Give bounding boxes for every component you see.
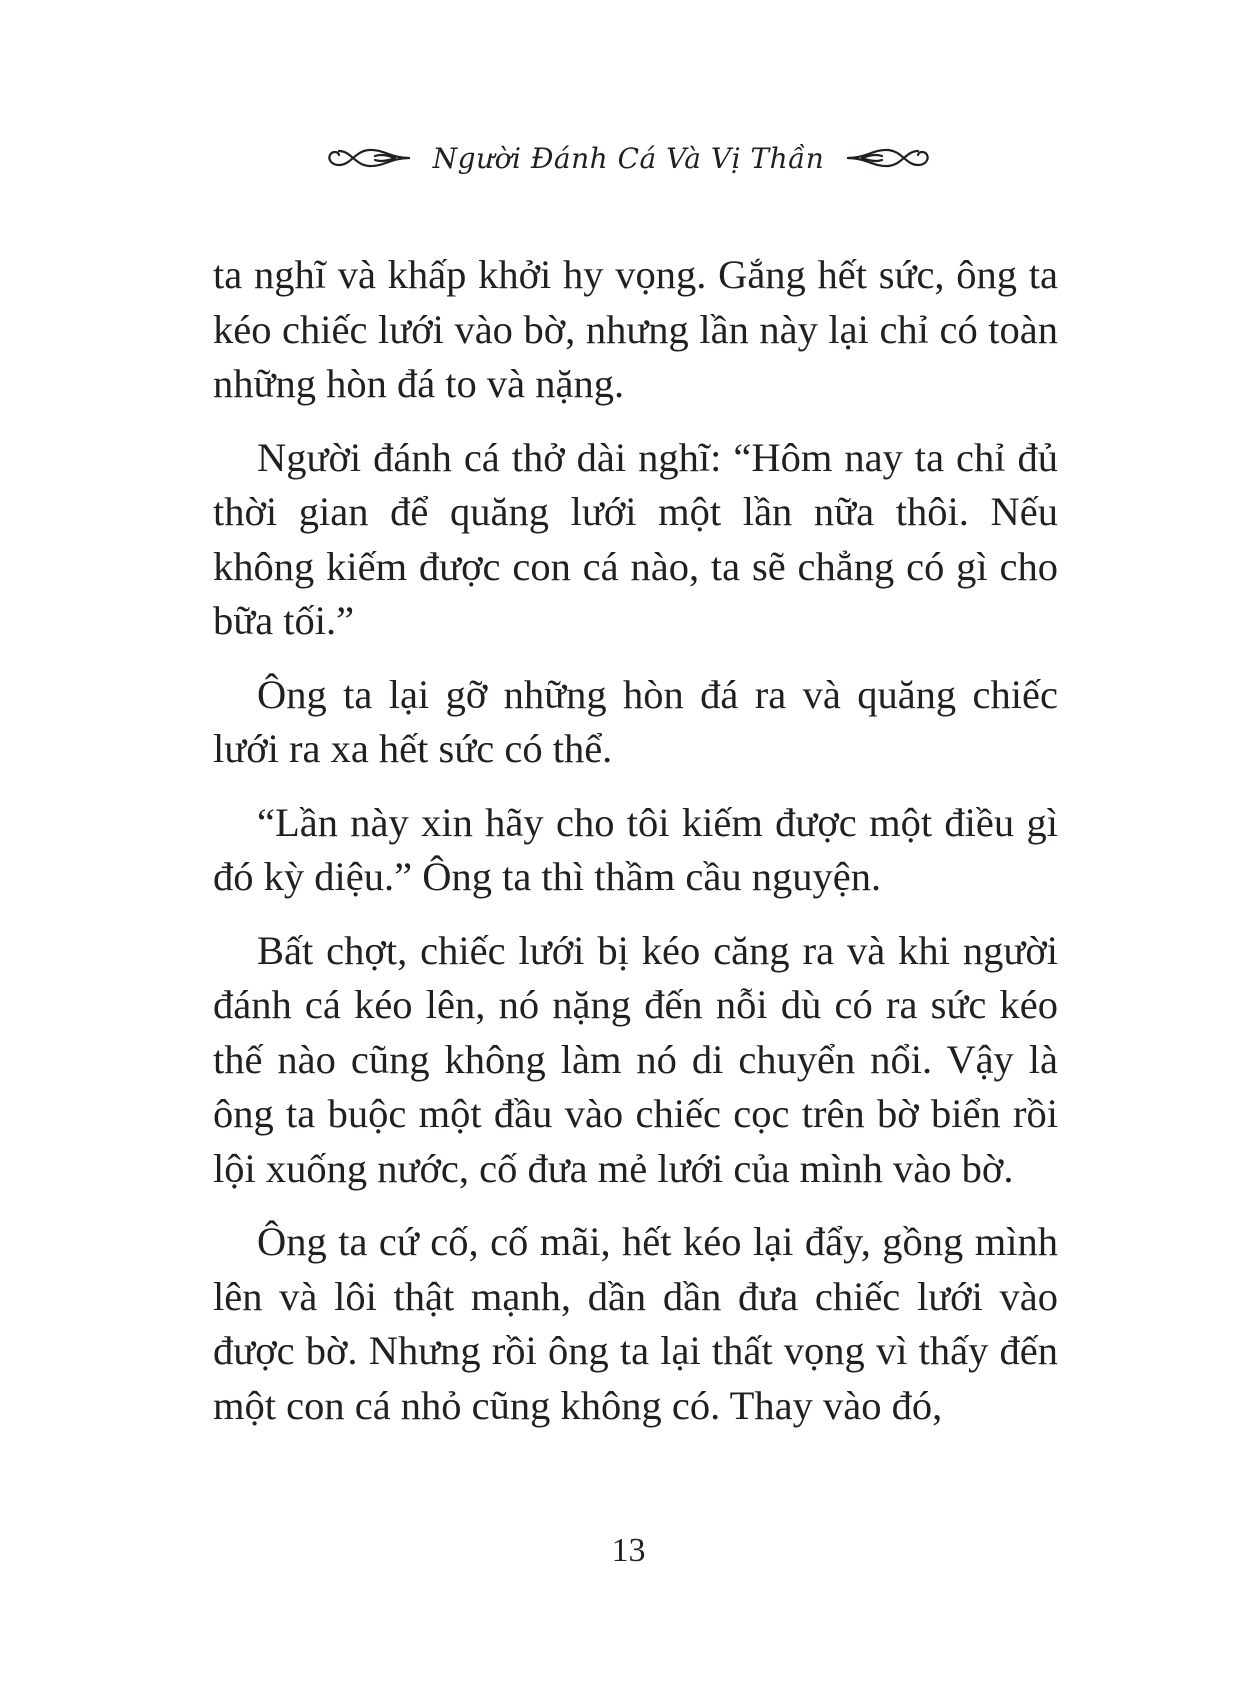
paragraph: Người đánh cá thở dài nghĩ: “Hôm nay ta chỉ đủ thời gian để quăng lưới một lần nữa thôi. Nếu không kiếm được con cá nào, ta sẽ chẳng có gì cho bữa tối.” [213, 434, 1058, 643]
page-number: 13 [611, 1532, 646, 1569]
paragraph: Bất chợt, chiếc lưới bị kéo căng ra và khi người đánh cá kéo lên, nó nặng đến nỗi dù có ra sức kéo thế nào cũng không làm nó di chuyển nổi. Vậy là ông ta buộc một đầu vào chiếc cọc trên bờ biển rồi lội xuống nước, cố đưa mẻ lưới của mình vào bờ. [213, 927, 1058, 1191]
paragraph: Ông ta lại gỡ những hòn đá ra và quăng chiếc lưới ra xa hết sức có thể. [213, 671, 1058, 771]
paragraph: Ông ta cứ cố, cố mãi, hết kéo lại đẩy, gồng mình lên và lôi thật mạnh, dần dần đưa chiếc lưới vào được bờ. Nhưng rồi ông ta lại thất vọng vì thấy đến một con cá nhỏ cũng không có. Thay vào đó, [213, 1219, 1058, 1428]
scroll-flourish-icon [846, 143, 932, 173]
paragraph: “Lần này xin hãy cho tôi kiếm được một điều gì đó kỳ diệu.” Ông ta thì thầm cầu nguyện. [213, 799, 1058, 899]
running-title: Người Đánh Cá Và Vị Thần [432, 141, 825, 175]
paragraph: ta nghĩ và khấp khởi hy vọng. Gắng hết sức, ông ta kéo chiếc lưới vào bờ, nhưng lần này lại chỉ có toàn những hòn đá to và nặng. [213, 252, 1058, 406]
body-text [213, 248, 1058, 1452]
running-header [0, 128, 1257, 188]
scroll-flourish-icon [325, 143, 411, 173]
